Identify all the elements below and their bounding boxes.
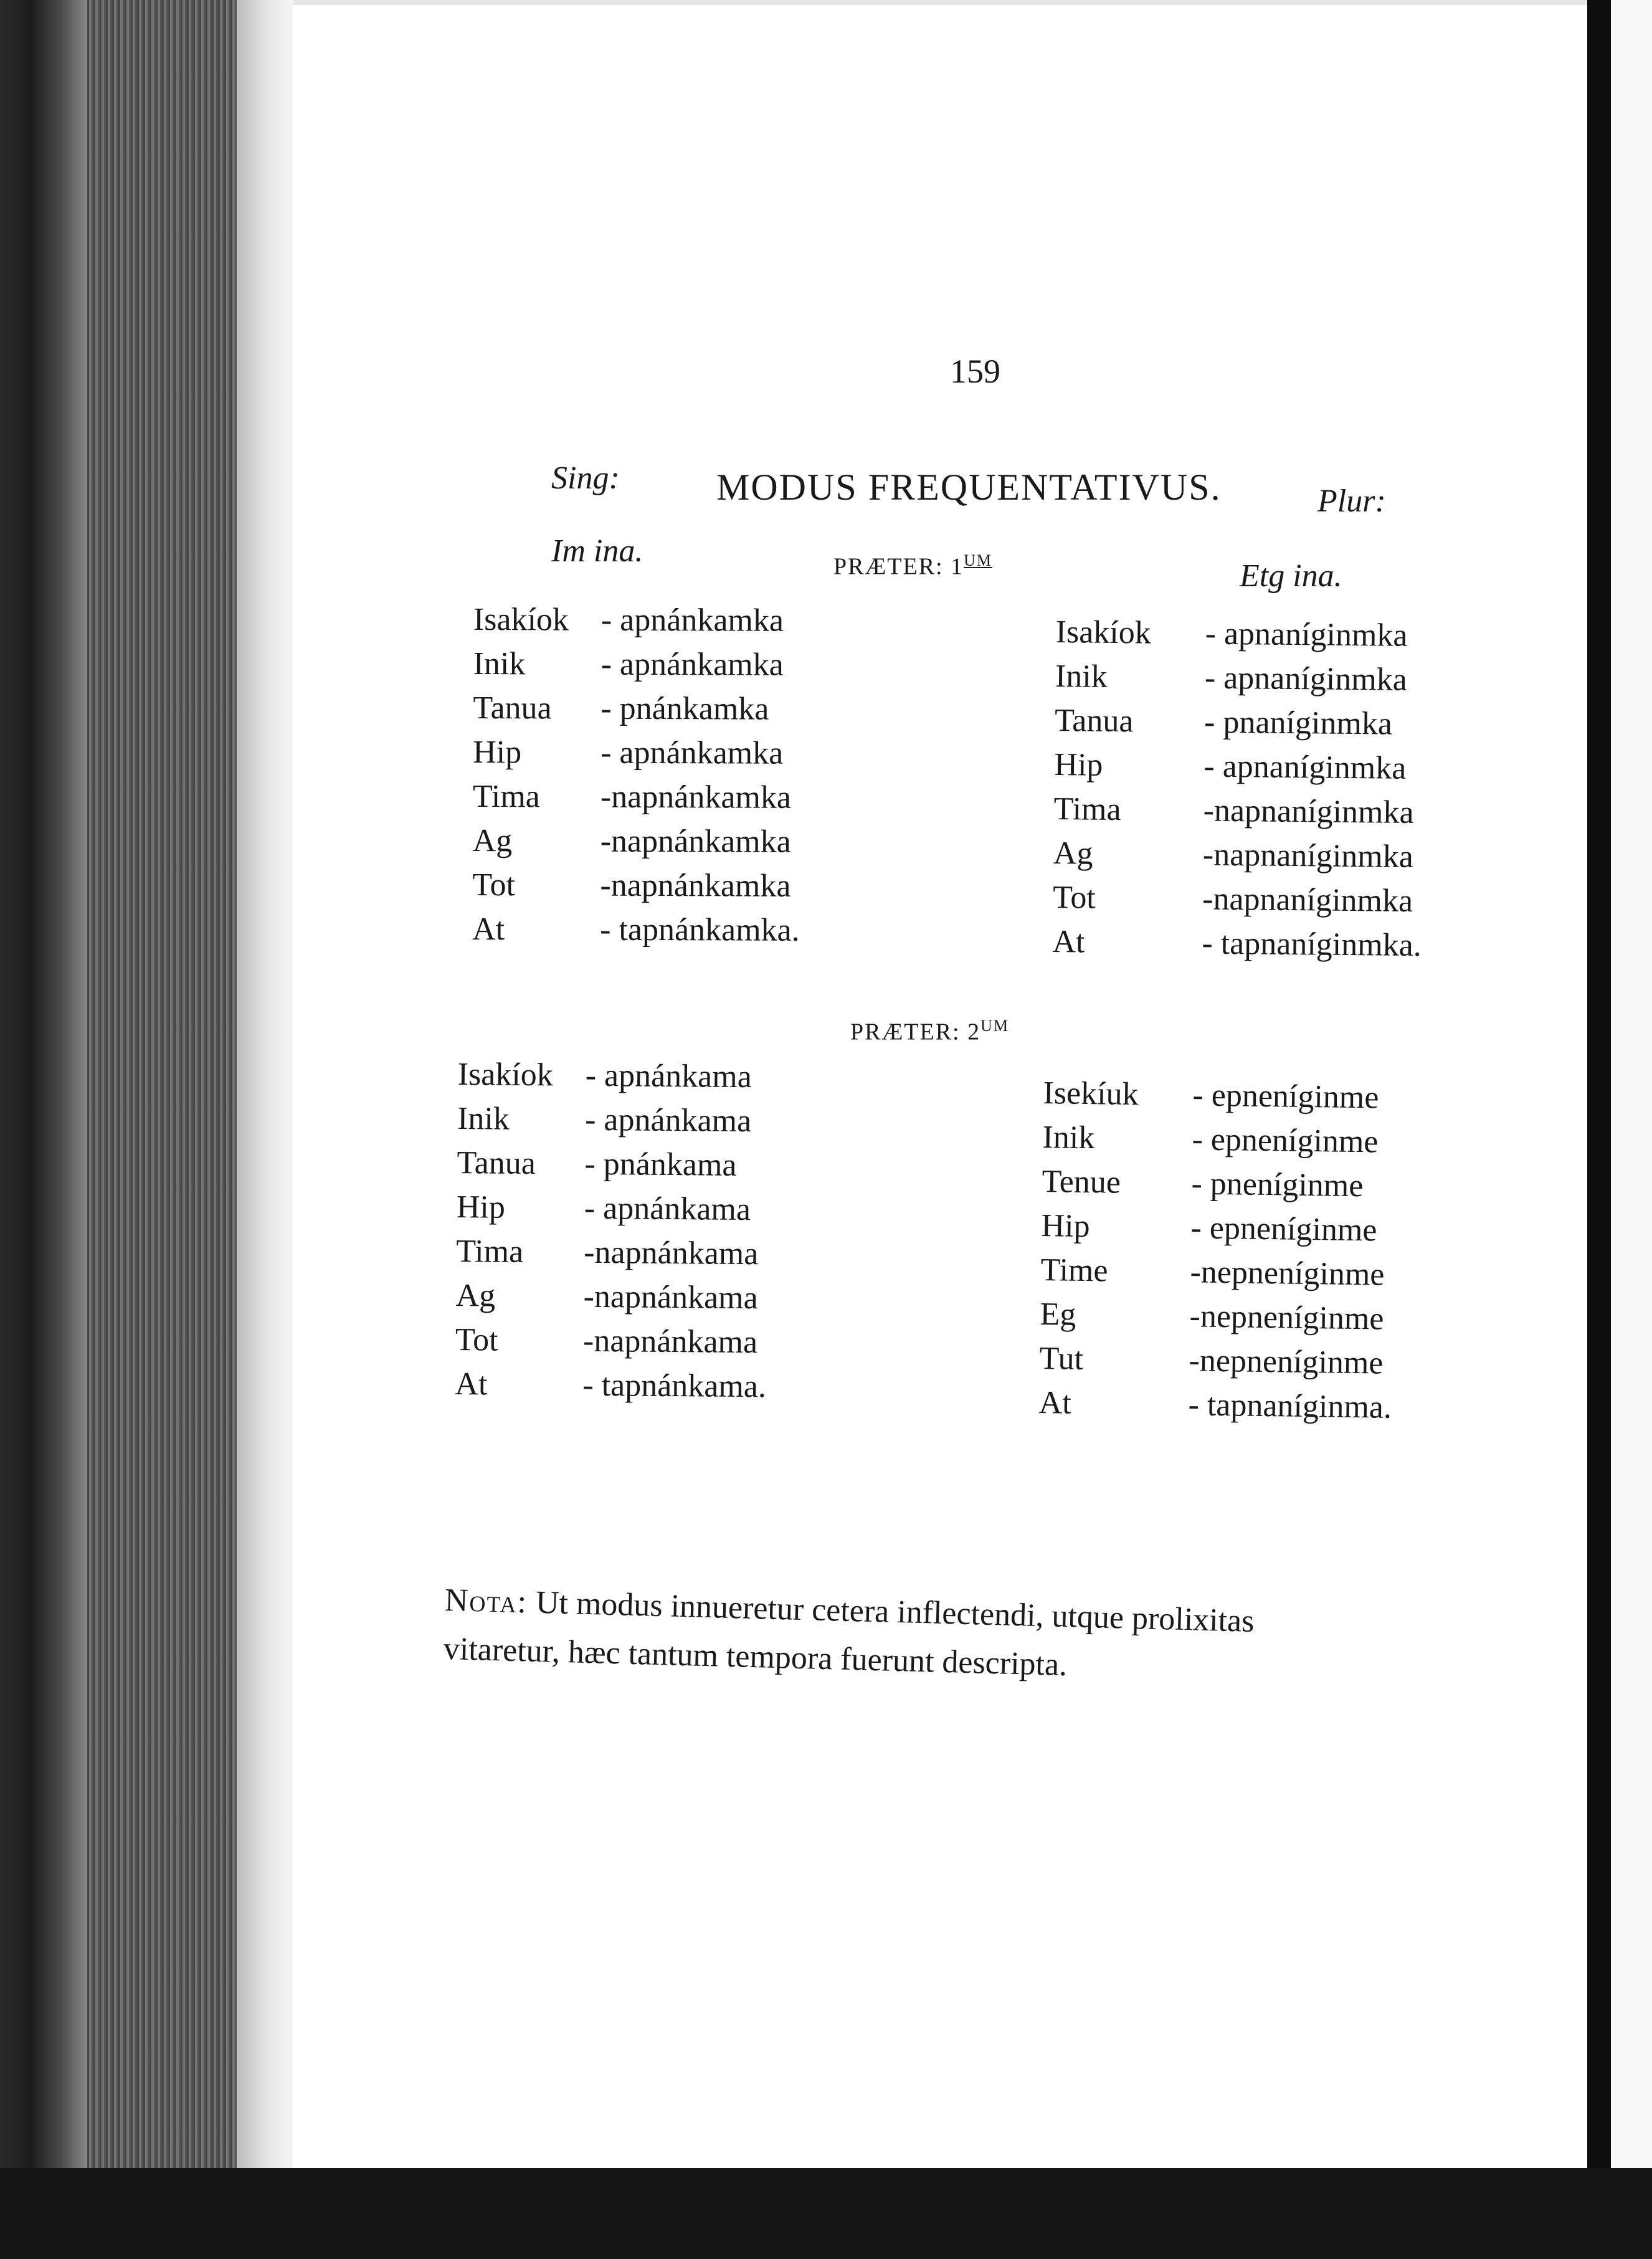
section-heading-superscript: UM (980, 1017, 1010, 1035)
verb-form: - tapnaníginma. (1188, 1387, 1392, 1425)
verb-form: -nepneníginme (1190, 1254, 1385, 1293)
verb-form: -napnánkama (583, 1278, 758, 1316)
page-edges (87, 0, 237, 2259)
verb-form: -napnánkama (584, 1234, 759, 1272)
verb-form: - apnánkamka (601, 646, 784, 683)
pronoun: Eg (1040, 1296, 1076, 1333)
verb-form: - pnánkamka (601, 690, 769, 727)
table-row (1038, 1384, 1392, 1428)
table-row (1055, 614, 1408, 657)
verb-form: - epneníginme (1190, 1210, 1377, 1248)
table-row (1039, 1340, 1384, 1384)
verb-form: - apnánkama (584, 1101, 752, 1139)
verb-form: -napnánkamka (600, 867, 791, 904)
pronoun: Tot (472, 867, 516, 903)
verb-form: - pnánkama (584, 1146, 737, 1183)
section-heading-praeter-1 (833, 551, 992, 581)
table-row (455, 1321, 758, 1365)
right-subtitle: Etg ina. (1240, 558, 1342, 594)
pronoun: Inik (1042, 1119, 1095, 1156)
note-text-1: Ut modus innueretur cetera inflectendi, utque prolixitas (535, 1584, 1255, 1640)
singular-label: Sing: (551, 460, 620, 496)
verb-form: - apnaníginmka (1203, 748, 1407, 786)
pronoun: Time (1040, 1252, 1108, 1289)
table-row (456, 1233, 759, 1277)
section-heading-praeter-2 (850, 1017, 1009, 1046)
table-row (1055, 658, 1408, 701)
verb-form: - tapnánkamka. (600, 911, 800, 948)
right-border (1587, 0, 1611, 2259)
pronoun: Isakíok (473, 602, 569, 638)
pronoun: Tenue (1042, 1163, 1121, 1201)
book-spine (0, 0, 87, 2259)
verb-form: -napnaníginmka (1202, 881, 1413, 920)
pronoun: Isakíok (457, 1057, 554, 1093)
verb-form: -napnaníginmka (1203, 792, 1414, 831)
pronoun: Hip (1041, 1207, 1091, 1245)
verb-form: -napnánkamka (600, 779, 792, 816)
verb-form: -nepneníginme (1189, 1343, 1384, 1381)
left-subtitle: Im ina. (551, 533, 643, 569)
pronoun: Inik (457, 1100, 510, 1137)
table-row (1041, 1207, 1377, 1251)
pronoun: Ag (455, 1277, 496, 1314)
verb-form: - pneníginme (1191, 1166, 1364, 1204)
verb-form: - pnaníginmka (1203, 704, 1393, 742)
pronoun: Tut (1039, 1340, 1084, 1377)
page-title: MODUS FREQUENTATIVUS. (716, 467, 1222, 508)
table-row (1054, 746, 1407, 790)
pronoun: Hip (456, 1189, 506, 1225)
page-edge-highlight (237, 0, 293, 2259)
pronoun: At (1038, 1384, 1072, 1421)
table-row (457, 1056, 752, 1100)
verb-form: - apnánkama (584, 1190, 751, 1228)
pronoun: Tanua (473, 690, 552, 726)
verb-form: - apnánkamka (601, 602, 784, 639)
pronoun: Ag (472, 822, 513, 859)
section-heading-text: PRÆTER: 1 (833, 553, 964, 580)
verb-form: - apnaníginmka (1204, 660, 1408, 698)
verb-form: -nepneníginme (1189, 1298, 1384, 1337)
table-row (1052, 923, 1422, 967)
pronoun: Tot (455, 1321, 498, 1358)
plural-label: Plur: (1317, 483, 1386, 519)
section-heading-text: PRÆTER: 2 (850, 1019, 981, 1045)
table-row (1053, 791, 1414, 834)
pronoun: Ag (1053, 835, 1093, 872)
verb-form: -napnánkamka (600, 823, 791, 860)
table-row (457, 1100, 752, 1144)
pronoun: Tima (456, 1233, 524, 1270)
verb-form: - tapnaníginmka. (1202, 925, 1422, 964)
page-top-edge (293, 0, 1587, 5)
note-label: Nota: (444, 1582, 528, 1620)
facing-page-strip (1611, 0, 1652, 2259)
table-row (455, 1277, 758, 1321)
pronoun: At (472, 911, 505, 948)
verb-form: - epneníginme (1192, 1121, 1379, 1160)
pronoun: Tanua (457, 1144, 536, 1182)
pronoun: Tima (472, 778, 540, 815)
pronoun: Tanua (1054, 702, 1134, 740)
pronoun: At (1052, 923, 1085, 960)
pronoun: Hip (1054, 746, 1103, 783)
pronoun: Isekíuk (1043, 1075, 1139, 1113)
pronoun: Hip (473, 734, 522, 771)
pronoun: Inik (1055, 658, 1108, 695)
pronoun: Tot (1052, 879, 1096, 916)
verb-form: - apnaníginmka (1205, 616, 1408, 654)
page-number: 159 (950, 353, 1000, 390)
pronoun: At (455, 1366, 488, 1402)
table-row (1042, 1119, 1379, 1163)
section-heading-superscript: UM (964, 551, 993, 569)
bottom-border (0, 2168, 1652, 2259)
verb-form: - apnánkamka (601, 735, 784, 771)
pronoun: Isakíok (1055, 614, 1152, 651)
verb-form: -napnaníginmka (1202, 837, 1414, 875)
pronoun: Inik (473, 645, 526, 682)
verb-form: - epneníginme (1192, 1077, 1379, 1116)
note-line-2: vitaretur, hæc tantum tempora fuerunt descripta. (443, 1630, 1068, 1683)
verb-form: - tapnánkama. (582, 1367, 767, 1405)
pronoun: Tima (1053, 791, 1121, 828)
table-row (1040, 1252, 1385, 1295)
note-paragraph (443, 1576, 1255, 1695)
verb-form: - apnánkama (585, 1057, 752, 1095)
table-row (1053, 835, 1414, 878)
verb-form: -napnánkama (582, 1323, 758, 1361)
